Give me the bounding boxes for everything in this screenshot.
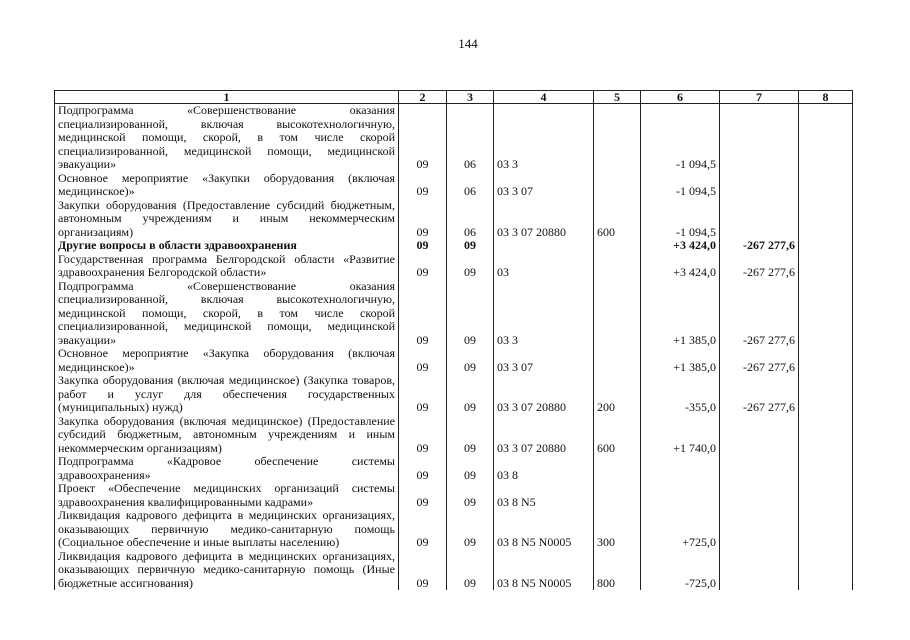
section-code: 09 xyxy=(399,172,447,199)
subsection-code: 09 xyxy=(447,509,494,550)
amount-change: -1 094,5 xyxy=(641,199,720,240)
table-row xyxy=(55,172,853,199)
expense-type-code xyxy=(594,172,641,199)
row-name: Ликвидация кадрового дефицита в медицинских организациях, оказывающих первичную медико-санитарную помощь (Иные бюджетные ассигнования) xyxy=(55,550,399,591)
subsection-code: 09 xyxy=(447,482,494,509)
row-name: Подпрограмма «Кадровое обеспечение системы здравоохранения» xyxy=(55,455,399,482)
amount-change: +725,0 xyxy=(641,509,720,550)
column-header: 2 xyxy=(399,91,447,104)
target-article-code: 03 3 07 xyxy=(494,347,594,374)
amount-change xyxy=(641,482,720,509)
amount-change: -1 094,5 xyxy=(641,104,720,172)
amount-change-2: -267 277,6 xyxy=(720,280,799,348)
subsection-code: 09 xyxy=(447,347,494,374)
target-article-code: 03 3 xyxy=(494,280,594,348)
amount-change-3 xyxy=(799,280,853,348)
section-code: 09 xyxy=(399,239,447,253)
amount-change-3 xyxy=(799,199,853,240)
amount-change: -355,0 xyxy=(641,374,720,415)
amount-change-2: -267 277,6 xyxy=(720,239,799,253)
section-code: 09 xyxy=(399,550,447,591)
subsection-code: 09 xyxy=(447,280,494,348)
row-name: Подпрограмма «Совершенствование оказания специализированной, включая высокотехнологичную, медицинской помощи, скорой, в том числе скорой специализированной, медицинской помощи, медицинской эвакуации» xyxy=(55,104,399,172)
row-name: Закупки оборудования (Предоставление субсидий бюджетным, автономным учреждениям и иным некоммерческим организациям) xyxy=(55,199,399,240)
amount-change-2 xyxy=(720,509,799,550)
subsection-code: 06 xyxy=(447,199,494,240)
table-row xyxy=(55,199,853,240)
column-header: 8 xyxy=(799,91,853,104)
section-code: 09 xyxy=(399,415,447,456)
amount-change-2 xyxy=(720,455,799,482)
table-row xyxy=(55,104,853,172)
expense-type-code: 600 xyxy=(594,199,641,240)
table-row xyxy=(55,415,853,456)
amount-change: +3 424,0 xyxy=(641,253,720,280)
amount-change-2 xyxy=(720,482,799,509)
expense-type-code: 800 xyxy=(594,550,641,591)
section-code: 09 xyxy=(399,509,447,550)
amount-change-2 xyxy=(720,104,799,172)
table-row xyxy=(55,374,853,415)
row-name: Основное мероприятие «Закупка оборудования (включая медицинское)» xyxy=(55,347,399,374)
table-row xyxy=(55,239,853,253)
amount-change-3 xyxy=(799,455,853,482)
column-header: 1 xyxy=(55,91,399,104)
amount-change: -1 094,5 xyxy=(641,172,720,199)
expense-type-code: 600 xyxy=(594,415,641,456)
amount-change-2: -267 277,6 xyxy=(720,347,799,374)
column-header: 6 xyxy=(641,91,720,104)
target-article-code: 03 8 xyxy=(494,455,594,482)
target-article-code xyxy=(494,239,594,253)
section-code: 09 xyxy=(399,374,447,415)
column-header: 7 xyxy=(720,91,799,104)
target-article-code: 03 3 07 20880 xyxy=(494,374,594,415)
table-row xyxy=(55,550,853,591)
subsection-code: 09 xyxy=(447,550,494,591)
table-row xyxy=(55,280,853,348)
amount-change-3 xyxy=(799,550,853,591)
budget-table xyxy=(54,90,853,590)
amount-change-2: -267 277,6 xyxy=(720,374,799,415)
row-name: Другие вопросы в области здравоохранения xyxy=(55,239,399,253)
target-article-code: 03 8 N5 N0005 xyxy=(494,509,594,550)
amount-change-3 xyxy=(799,347,853,374)
amount-change-3 xyxy=(799,239,853,253)
section-code: 09 xyxy=(399,347,447,374)
row-name: Закупка оборудования (включая медицинское) (Закупка товаров, работ и услуг для обеспечения государственных (муниципальных) нужд) xyxy=(55,374,399,415)
amount-change xyxy=(641,455,720,482)
table-row xyxy=(55,482,853,509)
amount-change-3 xyxy=(799,482,853,509)
subsection-code: 09 xyxy=(447,455,494,482)
amount-change-2: -267 277,6 xyxy=(720,253,799,280)
expense-type-code xyxy=(594,347,641,374)
expense-type-code: 200 xyxy=(594,374,641,415)
amount-change-3 xyxy=(799,253,853,280)
amount-change-2 xyxy=(720,199,799,240)
target-article-code: 03 3 07 xyxy=(494,172,594,199)
section-code: 09 xyxy=(399,482,447,509)
table-row xyxy=(55,455,853,482)
amount-change: +1 740,0 xyxy=(641,415,720,456)
amount-change-3 xyxy=(799,415,853,456)
target-article-code: 03 8 N5 xyxy=(494,482,594,509)
amount-change-3 xyxy=(799,374,853,415)
page-number: 144 xyxy=(458,36,478,51)
expense-type-code xyxy=(594,253,641,280)
amount-change-2 xyxy=(720,172,799,199)
expense-type-code xyxy=(594,482,641,509)
expense-type-code xyxy=(594,280,641,348)
table-row xyxy=(55,509,853,550)
section-code: 09 xyxy=(399,253,447,280)
column-header: 5 xyxy=(594,91,641,104)
target-article-code: 03 3 07 20880 xyxy=(494,199,594,240)
section-code: 09 xyxy=(399,104,447,172)
amount-change: +3 424,0 xyxy=(641,239,720,253)
row-name: Государственная программа Белгородской области «Развитие здравоохранения Белгородской области» xyxy=(55,253,399,280)
table-row xyxy=(55,253,853,280)
amount-change: +1 385,0 xyxy=(641,347,720,374)
column-header: 4 xyxy=(494,91,594,104)
subsection-code: 06 xyxy=(447,104,494,172)
row-name: Проект «Обеспечение медицинских организаций системы здравоохранения квалифицированными кадрами» xyxy=(55,482,399,509)
amount-change-3 xyxy=(799,172,853,199)
subsection-code: 09 xyxy=(447,374,494,415)
section-code: 09 xyxy=(399,455,447,482)
table-header-row xyxy=(55,91,853,104)
subsection-code: 09 xyxy=(447,253,494,280)
target-article-code: 03 8 N5 N0005 xyxy=(494,550,594,591)
expense-type-code xyxy=(594,104,641,172)
target-article-code: 03 3 07 20880 xyxy=(494,415,594,456)
target-article-code: 03 xyxy=(494,253,594,280)
row-name: Ликвидация кадрового дефицита в медицинских организациях, оказывающих первичную медико-санитарную помощь (Социальное обеспечение и иные выплаты населению) xyxy=(55,509,399,550)
table-row xyxy=(55,347,853,374)
amount-change: +1 385,0 xyxy=(641,280,720,348)
section-code: 09 xyxy=(399,199,447,240)
amount-change-2 xyxy=(720,415,799,456)
row-name: Закупка оборудования (включая медицинское) (Предоставление субсидий бюджетным, автономным учреждениям и иным некоммерческим организациям) xyxy=(55,415,399,456)
expense-type-code xyxy=(594,455,641,482)
row-name: Основное мероприятие «Закупки оборудования (включая медицинское)» xyxy=(55,172,399,199)
subsection-code: 09 xyxy=(447,239,494,253)
column-header: 3 xyxy=(447,91,494,104)
subsection-code: 09 xyxy=(447,415,494,456)
expense-type-code: 300 xyxy=(594,509,641,550)
row-name: Подпрограмма «Совершенствование оказания специализированной, включая высокотехнологичную, медицинской помощи, скорой, в том числе скорой специализированной, медицинской помощи, медицинской эвакуации» xyxy=(55,280,399,348)
amount-change-3 xyxy=(799,509,853,550)
expense-type-code xyxy=(594,239,641,253)
amount-change: -725,0 xyxy=(641,550,720,591)
amount-change-2 xyxy=(720,550,799,591)
amount-change-3 xyxy=(799,104,853,172)
section-code: 09 xyxy=(399,280,447,348)
target-article-code: 03 3 xyxy=(494,104,594,172)
subsection-code: 06 xyxy=(447,172,494,199)
